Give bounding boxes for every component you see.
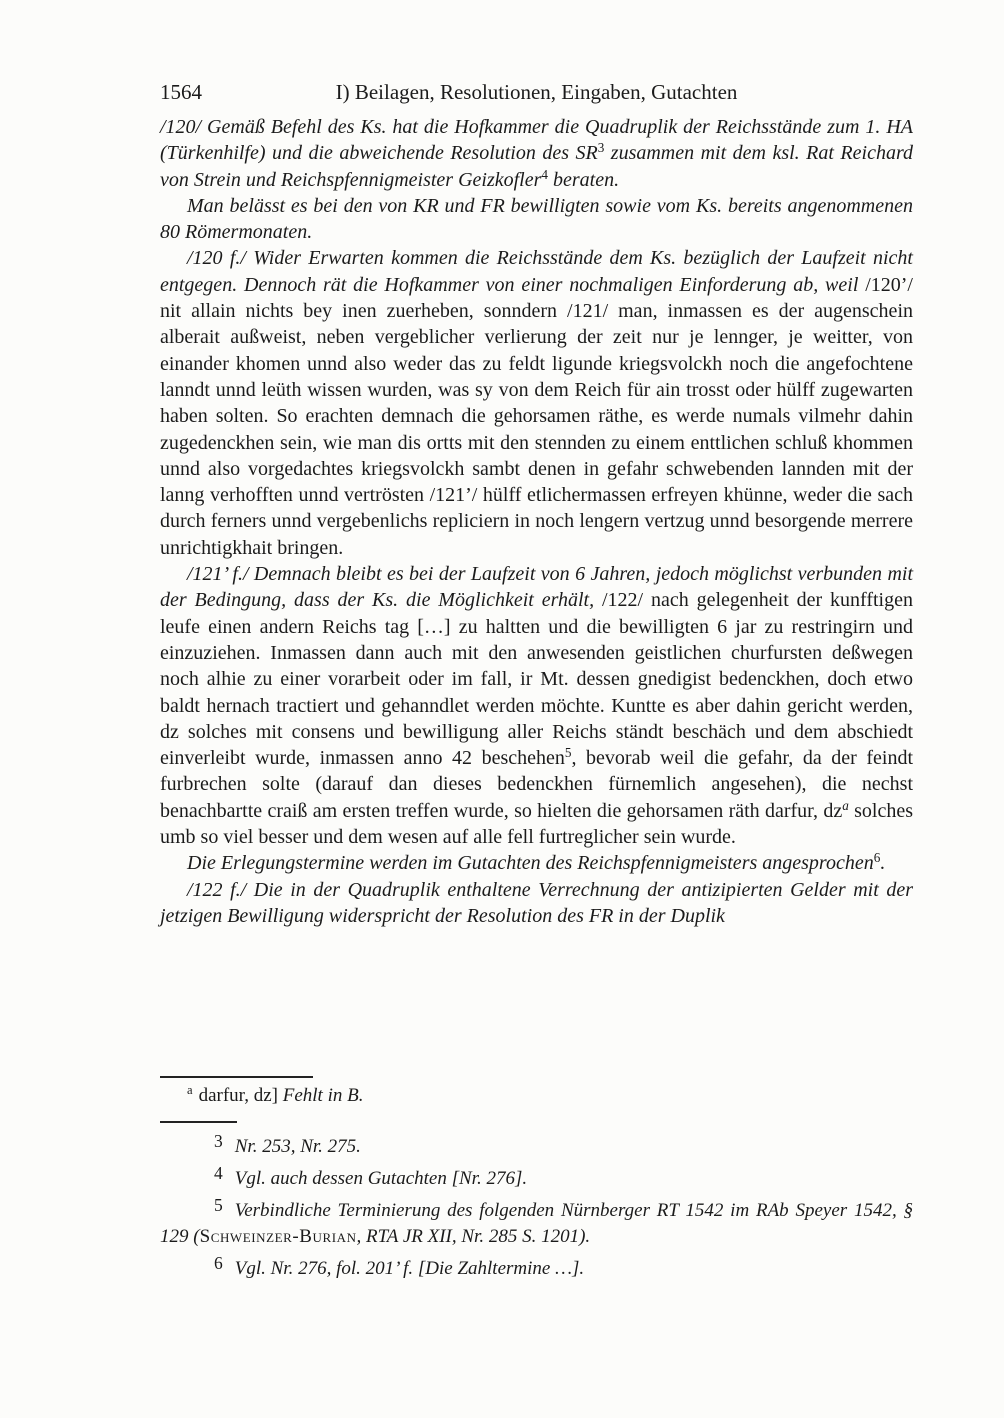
footnote: [160, 1250, 913, 1282]
main-text-block: [160, 114, 913, 929]
footnote-number: 4: [214, 1162, 223, 1183]
footnote-number: 3: [214, 1131, 223, 1151]
footnote-area: [160, 1076, 913, 1282]
footnote: [160, 1192, 913, 1250]
footnote-text: Nr. 253, Nr. 275.: [234, 1135, 361, 1157]
footnote: [160, 1128, 913, 1160]
footnote-number: 6: [214, 1252, 223, 1273]
paragraph: /120 f./ Wider Erwarten kommen die Reichsstände dem Ks. bezüglich der Laufzeit nicht entgegen. Dennoch rät die Hofkammer von einer nochmaligen Einforderung ab, weil /120’/ nit allain nichts bey inen zuerheben, sonndern /121/ man, inmassen es der augenschein alberait außweist, neben vergeblicher verlierung der zeit nur je lennger, je weitter, von einander khomen unnd also weder das zu feldt ligunde kriegsvolckh noch die angefochtene lanndt unnd leüth wissen wurden, was sy von dem Reich für ain trosst oder hülff zugewarten haben solten. So erachten demnach die gehorsamen räthe, es werde numals vilmehr dahin zugedenckhen sein, wie man dis ortts mit den stennden zu einem enttlichen schluß khommen unnd also vorgedachtes kriegsvolckh sambt denen in gefahr schwebenden lannden mit der lanng verhofften unnd vertrösten /121’/ hülff etlichermassen erfreyen khünne, weder die sach durch ferners unnd vergebenlichs repliciern in noch lengern vertzug unnd besorgende merrere unrichtigkhait bringen.: [160, 247, 913, 559]
footnote-number: 5: [214, 1194, 223, 1215]
footnote-text: Vgl. auch dessen Gutachten [Nr. 276].: [234, 1167, 528, 1189]
apparatus-text: darfur, dz] Fehlt in B.: [198, 1085, 364, 1106]
apparatus-separator-rule: [160, 1076, 313, 1078]
paragraph: /120/ Gemäß Befehl des Ks. hat die Hofkammer die Quadruplik der Reichsstände zum 1. HA (Türkenhilfe) und die abweichende Resolution des $SR^3$ zusammen mit dem ksl. Rat Reichard von Strein und Reichspfennigmeister Geizkofler$^4$ beraten.: [160, 116, 914, 191]
footnote-text: Vgl. Nr. 276, fol. 201’ f. [Die Zahltermine …].: [234, 1257, 585, 1279]
paragraph: /122 f./ Die in der Quadruplik enthaltene Verrechnung der antizipierten Gelder mit der jetzigen Bewilligung widerspricht der Resolution des FR in der Duplik: [160, 878, 913, 927]
footnote-text: Verbindliche Terminierung des folgenden Nürnberger RT 1542 im RAb Speyer 1542, § 129 (Schweinzer-Burian, RTA JR XII, Nr. 285 S. 1201).: [160, 1199, 913, 1247]
paragraph: Man belässt es bei den von KR und FR bewilligten sowie vom Ks. bereits angenommenen 80 Römermonaten.: [160, 194, 913, 244]
apparatus-letter: a: [187, 1083, 193, 1098]
paragraph: Die Erlegungstermine werden im Gutachten des Reichspfennigmeisters angesprochen$^6$.: [187, 850, 886, 875]
apparatus-note: [160, 1083, 913, 1109]
running-head-title: I) Beilagen, Resolutionen, Eingaben, Gutachten: [335, 80, 738, 104]
footnote: [160, 1160, 913, 1192]
paragraph: /121’ f./ Demnach bleibt es bei der Laufzeit von 6 Jahren, jedoch möglichst verbunden mit der Bedingung, dass der Ks. die Möglichkeit erhält, /122/ nach gelegenheit der kunfftigen leufe einen andern Reichs tag […] zu haltten und die bewilligten 6 jar zu restringirn und einzuziehen. Inmassen dann auch mit den anwesenden geistlichen churfursten deßwegen noch alhie zu einer vorarbeit oder im fall, ir Mt. dessen gnedigist bedenckhen, doch etwo baldt hernach tractiert und gehanndlet werden möchte. Kuntte es aber dahin gericht werden, dz solches mit consens und bewilligung aller Reichs ständt beschäch und dem abschiedt einverleibt wurde, inmassen anno 42 beschehen$^5$, bevorab weil die gefahr, da der feindt furbrechen solte (darauf dan dieses bedenckhen fürnemlich angesehen), die nechst benachbartte craiß am ersten treffen wurde, so hielten die gehorsamen räth darfur, $dz^a$ solches umb so viel besser und dem wesen auf alle fell furtreglicher sein wurde.: [160, 563, 913, 849]
page-number: 1564: [160, 80, 202, 104]
running-header: [160, 80, 913, 108]
footnote-separator-rule: [160, 1121, 237, 1123]
